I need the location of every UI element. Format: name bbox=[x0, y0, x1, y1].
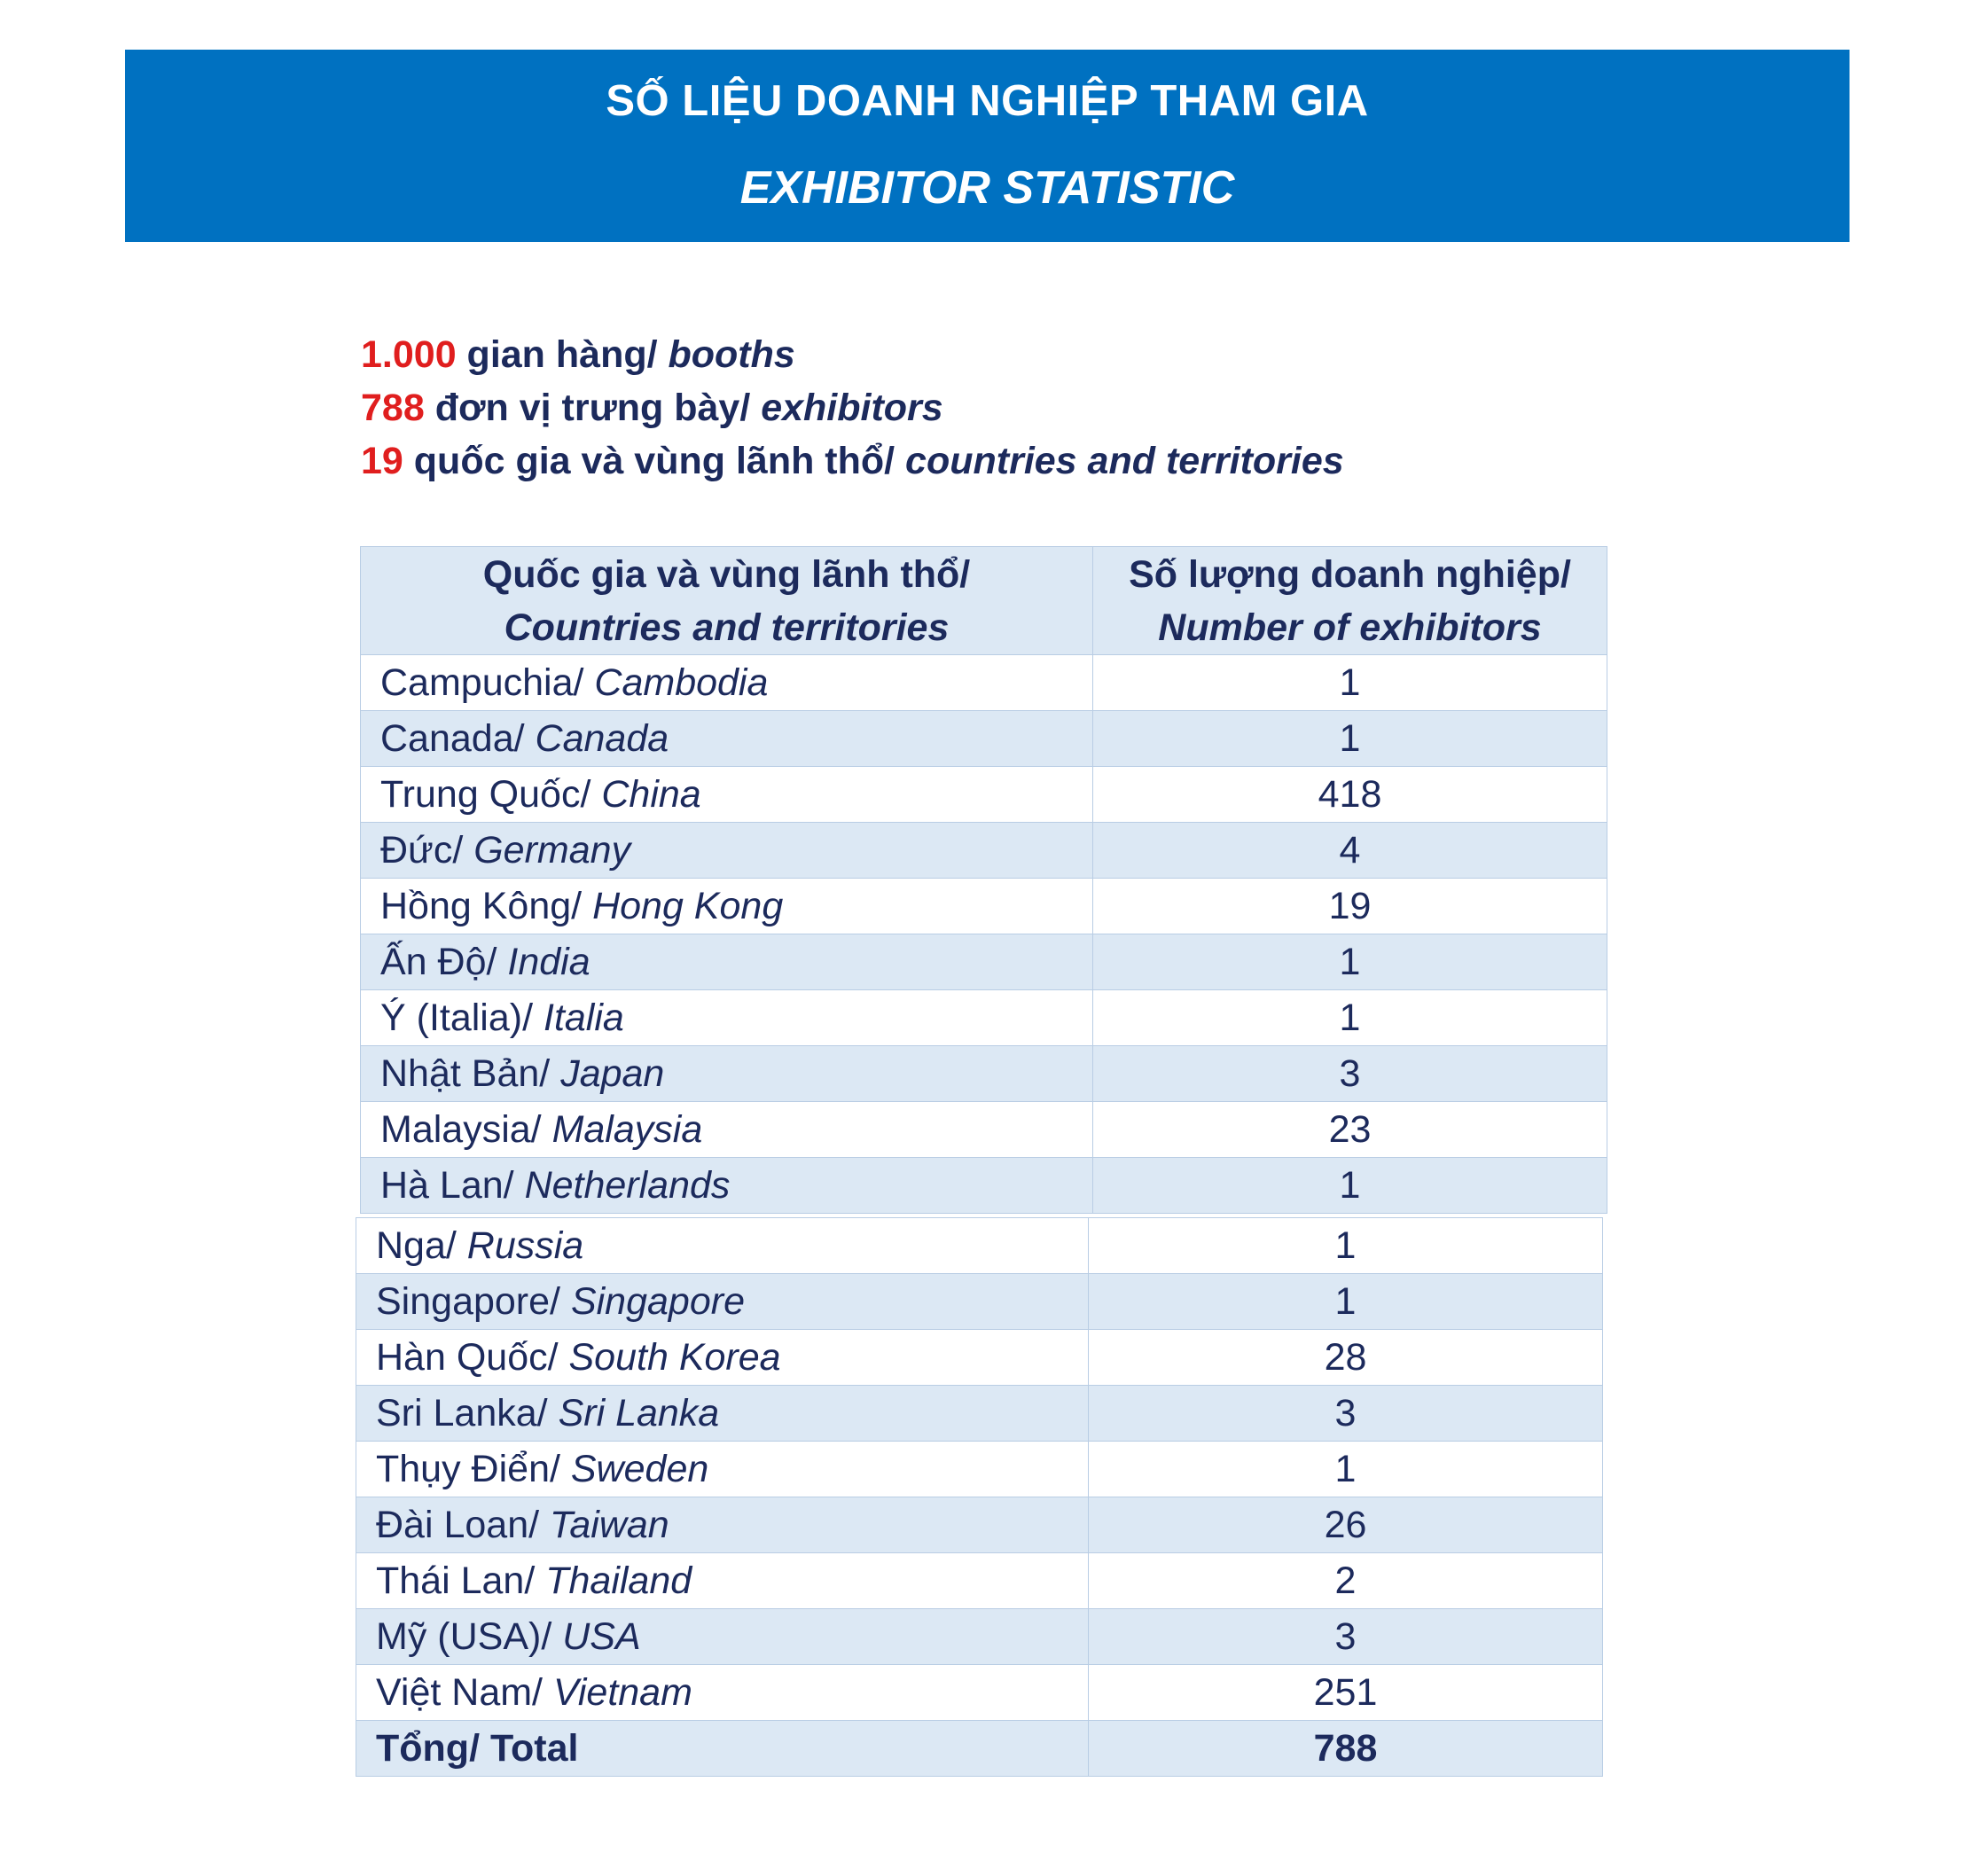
country-name-vi: Campuchia/ bbox=[380, 661, 595, 704]
country-name-vi: Mỹ (USA)/ bbox=[376, 1614, 563, 1658]
exhibitor-count-cell: 1 bbox=[1093, 711, 1607, 767]
table-header-row bbox=[361, 547, 1607, 655]
country-cell bbox=[361, 767, 1093, 823]
country-name-vi: Singapore/ bbox=[376, 1279, 571, 1323]
table-row bbox=[356, 1497, 1603, 1553]
country-name-en: Hong Kong bbox=[592, 884, 784, 927]
stat-booths bbox=[361, 328, 1344, 381]
country-name-vi: Hà Lan/ bbox=[380, 1163, 525, 1207]
table-row bbox=[361, 823, 1607, 879]
stat-label-en: exhibitors bbox=[750, 387, 943, 429]
stat-number: 788 bbox=[361, 387, 425, 429]
table-row bbox=[356, 1274, 1603, 1330]
country-cell bbox=[361, 1046, 1093, 1102]
count-column-header bbox=[1093, 547, 1607, 655]
country-cell bbox=[356, 1274, 1089, 1330]
summary-stats bbox=[361, 328, 1344, 488]
exhibitor-count-cell: 1 bbox=[1089, 1218, 1603, 1274]
stat-label-en: countries and territories bbox=[895, 440, 1344, 482]
exhibitor-count-cell: 1 bbox=[1089, 1442, 1603, 1497]
table-row bbox=[361, 990, 1607, 1046]
banner-title: SỐ LIỆU DOANH NGHIỆP THAM GIA bbox=[606, 77, 1369, 125]
exhibitor-table-top bbox=[360, 546, 1607, 1214]
country-name-vi: Thụy Điển/ bbox=[376, 1447, 571, 1490]
table-row bbox=[356, 1386, 1603, 1442]
table-row bbox=[356, 1442, 1603, 1497]
exhibitor-count-cell: 23 bbox=[1093, 1102, 1607, 1158]
country-cell bbox=[356, 1218, 1089, 1274]
table-row bbox=[361, 655, 1607, 711]
country-cell bbox=[356, 1609, 1089, 1665]
total-count: 788 bbox=[1089, 1721, 1603, 1777]
stat-number: 19 bbox=[361, 440, 403, 482]
exhibitor-count-cell: 26 bbox=[1089, 1497, 1603, 1553]
country-name-vi: Ý (Italia)/ bbox=[380, 996, 544, 1039]
table-row bbox=[356, 1330, 1603, 1386]
country-name-vi: Canada/ bbox=[380, 716, 536, 760]
country-name-vi: Trung Quốc/ bbox=[380, 772, 602, 816]
exhibitor-count-cell: 1 bbox=[1089, 1274, 1603, 1330]
exhibitor-count-cell: 1 bbox=[1093, 990, 1607, 1046]
country-name-en: Netherlands bbox=[524, 1163, 731, 1207]
total-row bbox=[356, 1721, 1603, 1777]
country-name-vi: Nga/ bbox=[376, 1223, 467, 1267]
stat-exhibitors bbox=[361, 381, 1344, 434]
country-name-vi: Đức/ bbox=[380, 828, 474, 872]
country-name-vi: Ấn Độ/ bbox=[380, 940, 508, 983]
exhibitor-count-cell: 3 bbox=[1089, 1386, 1603, 1442]
table-body-bottom bbox=[356, 1218, 1603, 1721]
exhibitor-count-cell: 251 bbox=[1089, 1665, 1603, 1721]
table-row bbox=[361, 934, 1607, 990]
country-name-en: Italia bbox=[544, 996, 624, 1039]
country-header-vi: Quốc gia và vùng lãnh thổ/ bbox=[482, 552, 971, 596]
country-name-en: USA bbox=[562, 1614, 641, 1658]
country-cell bbox=[356, 1665, 1089, 1721]
banner-subtitle: EXHIBITOR STATISTIC bbox=[739, 162, 1235, 214]
stat-label-vi: đơn vị trưng bày/ bbox=[424, 387, 751, 429]
table-row bbox=[361, 1046, 1607, 1102]
exhibitor-count-cell: 19 bbox=[1093, 879, 1607, 934]
country-cell bbox=[361, 1102, 1093, 1158]
country-cell bbox=[356, 1330, 1089, 1386]
exhibitor-count-cell: 2 bbox=[1089, 1553, 1603, 1609]
country-cell bbox=[361, 934, 1093, 990]
country-name-vi: Việt Nam/ bbox=[376, 1670, 553, 1714]
country-name-en: China bbox=[601, 772, 701, 816]
exhibitor-count-cell: 1 bbox=[1093, 655, 1607, 711]
country-name-vi: Thái Lan/ bbox=[376, 1559, 546, 1602]
exhibitor-count-cell: 1 bbox=[1093, 934, 1607, 990]
country-cell bbox=[361, 879, 1093, 934]
country-cell bbox=[361, 823, 1093, 879]
country-name-en: India bbox=[507, 940, 590, 983]
exhibitor-count-cell: 3 bbox=[1093, 1046, 1607, 1102]
table-body-top bbox=[361, 655, 1607, 1214]
country-name-vi: Nhật Bản/ bbox=[380, 1051, 561, 1095]
stat-label-vi: gian hàng/ bbox=[456, 333, 658, 376]
country-cell bbox=[361, 711, 1093, 767]
table-row bbox=[361, 1158, 1607, 1214]
table-row bbox=[356, 1609, 1603, 1665]
stat-label-vi: quốc gia và vùng lãnh thổ/ bbox=[403, 440, 895, 482]
country-name-en: Russia bbox=[466, 1223, 584, 1267]
country-cell bbox=[361, 990, 1093, 1046]
total-label: Tổng/ Total bbox=[356, 1721, 1089, 1777]
country-column-header bbox=[361, 547, 1093, 655]
country-name-en: Germany bbox=[473, 828, 631, 872]
stat-countries bbox=[361, 434, 1344, 488]
table-row bbox=[356, 1218, 1603, 1274]
country-cell bbox=[356, 1553, 1089, 1609]
country-cell bbox=[361, 1158, 1093, 1214]
country-cell bbox=[361, 655, 1093, 711]
table-row bbox=[356, 1665, 1603, 1721]
country-header-en: Countries and territories bbox=[504, 606, 950, 649]
table-row bbox=[361, 711, 1607, 767]
table-row bbox=[361, 767, 1607, 823]
country-name-en: Sweden bbox=[570, 1447, 709, 1490]
exhibitor-count-cell: 28 bbox=[1089, 1330, 1603, 1386]
country-name-en: South Korea bbox=[568, 1335, 781, 1379]
count-header-vi: Số lượng doanh nghiệp/ bbox=[1129, 552, 1571, 596]
country-name-en: Vietnam bbox=[552, 1670, 692, 1714]
country-name-en: Cambodia bbox=[594, 661, 769, 704]
country-name-en: Japan bbox=[560, 1051, 665, 1095]
country-name-vi: Đài Loan/ bbox=[376, 1503, 551, 1546]
table-row bbox=[361, 1102, 1607, 1158]
stat-label-en: booths bbox=[657, 333, 795, 376]
country-name-en: Malaysia bbox=[551, 1107, 703, 1151]
country-name-en: Singapore bbox=[570, 1279, 745, 1323]
header-banner bbox=[125, 50, 1850, 242]
exhibitor-table-bottom bbox=[356, 1217, 1603, 1777]
table-row bbox=[356, 1553, 1603, 1609]
country-name-en: Sri Lanka bbox=[558, 1391, 720, 1434]
country-cell bbox=[356, 1386, 1089, 1442]
exhibitor-count-cell: 4 bbox=[1093, 823, 1607, 879]
country-cell bbox=[356, 1497, 1089, 1553]
country-name-en: Thailand bbox=[545, 1559, 692, 1602]
country-name-vi: Hàn Quốc/ bbox=[376, 1335, 569, 1379]
country-name-vi: Malaysia/ bbox=[380, 1107, 552, 1151]
country-name-vi: Sri Lanka/ bbox=[376, 1391, 559, 1434]
country-name-vi: Hồng Kông/ bbox=[380, 884, 593, 927]
country-name-en: Canada bbox=[535, 716, 669, 760]
country-cell bbox=[356, 1442, 1089, 1497]
stat-number: 1.000 bbox=[361, 333, 457, 376]
count-header-en: Number of exhibitors bbox=[1158, 606, 1542, 649]
exhibitor-count-cell: 3 bbox=[1089, 1609, 1603, 1665]
table-row bbox=[361, 879, 1607, 934]
exhibitor-count-cell: 418 bbox=[1093, 767, 1607, 823]
country-name-en: Taiwan bbox=[550, 1503, 669, 1546]
exhibitor-count-cell: 1 bbox=[1093, 1158, 1607, 1214]
